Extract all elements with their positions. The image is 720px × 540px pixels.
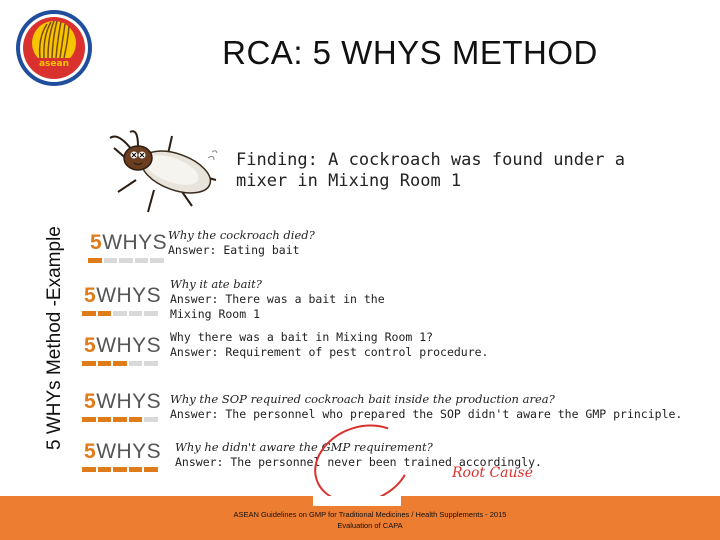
why-question: Why the cockroach died? (168, 228, 315, 242)
why-question: Why there was a bait in Mixing Room 1? (170, 330, 434, 344)
footer-tab (313, 496, 401, 506)
whys-word: WHYS (102, 231, 168, 254)
side-title: 5 WHYs Method -Example (44, 226, 65, 450)
page-title: RCA: 5 WHYS METHOD (222, 34, 598, 71)
why-answer: Answer: The personnel who prepared the SOP didn't aware the GMP principle. (170, 407, 683, 421)
five-number: 5 (84, 334, 97, 357)
why-item (168, 228, 638, 258)
five-whys-logo (82, 284, 160, 318)
why-question: Why he didn't aware the GMP requirement? (175, 440, 433, 454)
root-cause-label: Root Cause (452, 465, 534, 481)
why-question: Why the SOP required cockroach bait inside the production area? (170, 392, 555, 406)
five-whys-logo (82, 334, 160, 368)
why-question: Why it ate bait? (170, 277, 262, 291)
footer-text (180, 509, 560, 531)
why-item (170, 330, 670, 360)
five-whys-logo (82, 440, 160, 474)
five-whys-logo (88, 231, 166, 265)
why-answer: Answer: There was a bait in the Mixing Room 1 (170, 292, 385, 321)
finding-text: Finding: A cockroach was found under a mixer in Mixing Room 1 (236, 150, 625, 191)
five-number: 5 (84, 390, 97, 413)
five-number: 5 (84, 440, 97, 463)
whys-word: WHYS (96, 390, 162, 413)
why-item (170, 277, 420, 322)
five-whys-logo (82, 390, 160, 424)
whys-word: WHYS (96, 284, 162, 307)
why-answer: Answer: Eating bait (168, 243, 300, 257)
logo-text: asean (38, 59, 70, 69)
five-number: 5 (90, 231, 103, 254)
whys-word: WHYS (96, 440, 162, 463)
asean-logo (14, 8, 94, 88)
footer-line-1: ASEAN Guidelines on GMP for Traditional Medicines / Health Supplements - 2015 (233, 510, 507, 519)
why-item (170, 392, 700, 422)
cockroach-illustration (108, 130, 226, 220)
footer-line-2: Evaluation of CAPA (337, 521, 403, 530)
why-item (175, 440, 675, 470)
whys-word: WHYS (96, 334, 162, 357)
five-number: 5 (84, 284, 97, 307)
why-answer: Answer: The personnel never been trained accordingly. (175, 455, 542, 469)
why-answer: Answer: Requirement of pest control procedure. (170, 345, 489, 359)
